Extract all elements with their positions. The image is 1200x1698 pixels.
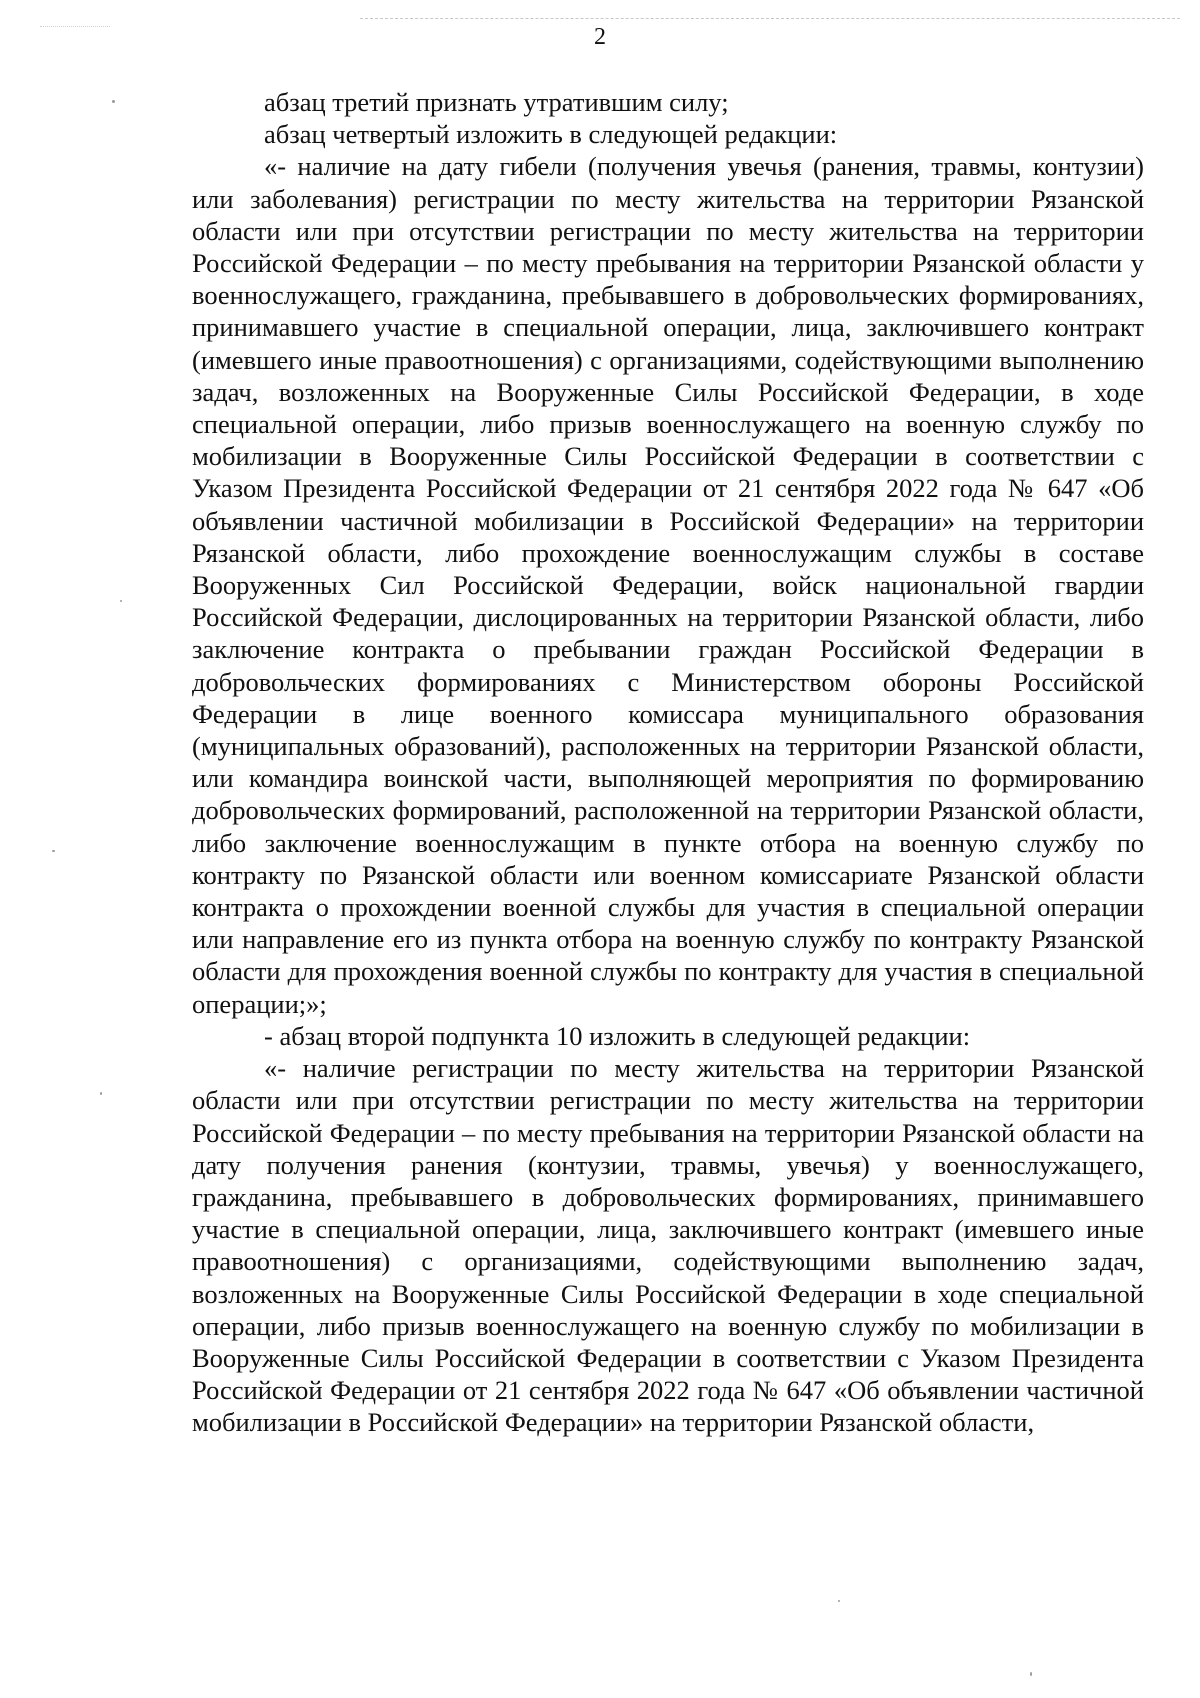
paragraph-4: - абзац второй подпункта 10 изложить в следующей редакции: [264,1020,971,1051]
paragraph-5: «- наличие регистрации по месту жительства на территории Рязанской области или при отсутствии регистрации по месту жительства на территории Российской Федерации – по месту пребывания на территории Рязанской области на дату получения ранения (контузии, травмы, увечья) у военнослужащего, гражданина, пребывавшего в добровольческих формированиях, принимавшего участие в специальной операции, лица, заключившего контракт (имевшего иные правоотношения) с организациями, содействующими выполнению задач, возложенных на Вооруженные Силы Российской Федерации в ходе специальной операции, либо призыв военнослужащего на военную службу по мобилизации в Вооруженные Силы Российской Федерации в соответствии с Указом Президента Российской Федерации от 21 сентября 2022 года № 647 «Об объявлении частичной мобилизации в Российской Федерации» на территории Рязанской области, [192,1053,1144,1438]
scan-speck [52,850,55,852]
scan-speck [1030,1672,1032,1676]
page-number: 2 [594,24,606,50]
scan-edge-artifact [360,18,1180,19]
scan-speck [120,600,122,602]
paragraph-2: абзац четвертый изложить в следующей редакции: [264,119,838,150]
paragraph-3: «- наличие на дату гибели (получения увечья (ранения, травмы, контузии) или заболевания) регистрации по месту жительства на территории Рязанской области или при отсутствии регистрации по месту жительства на территории Российской Федерации – по месту пребывания на территории Рязанской области у военнослужащего, гражданина, пребывавшего в добровольческих формированиях, принимавшего участие в специальной операции, лица, заключившего контракт (имевшего иные правоотношения) с организациями, содействующими выполнению задач, возложенных на Вооруженные Силы Российской Федерации, в ходе специальной операции, либо призыв военнослужащего на военную службу по мобилизации в Вооруженные Силы Российской Федерации в соответствии с Указом Президента Российской Федерации от 21 сентября 2022 года № 647 «Об объявлении частичной мобилизации в Российской Федерации» на территории Рязанской области, либо прохождение военнослужащим службы в составе Вооруженных Сил Российской Федерации, войск национальной гвардии Российской Федерации, дислоцированных на территории Рязанской области, либо заключение контракта о пребывании граждан Российской Федерации в добровольческих формированиях с Министерством обороны Российской Федерации в лице военного комиссара муниципального образования (муниципальных образований), расположенных на территории Рязанской области, или командира воинской части, выполняющей мероприятия по формированию добровольческих формирований, расположенной на территории Рязанской области, либо заключение военнослужащим в пункте отбора на военную службу по контракту по Рязанской области или военном комиссариате Рязанской области контракта о прохождении военной службы для участия в специальной операции или направление его из пункта отбора на военную службу по контракту Рязанской области для прохождения военной службы по контракту для участия в специальной операции;»; [192,151,1144,1019]
scan-speck [100,1092,102,1095]
document-body [192,86,1144,1439]
scan-speck [838,1600,840,1602]
scan-speck [112,100,115,103]
paragraph-1: абзац третий признать утратившим силу; [264,87,729,117]
